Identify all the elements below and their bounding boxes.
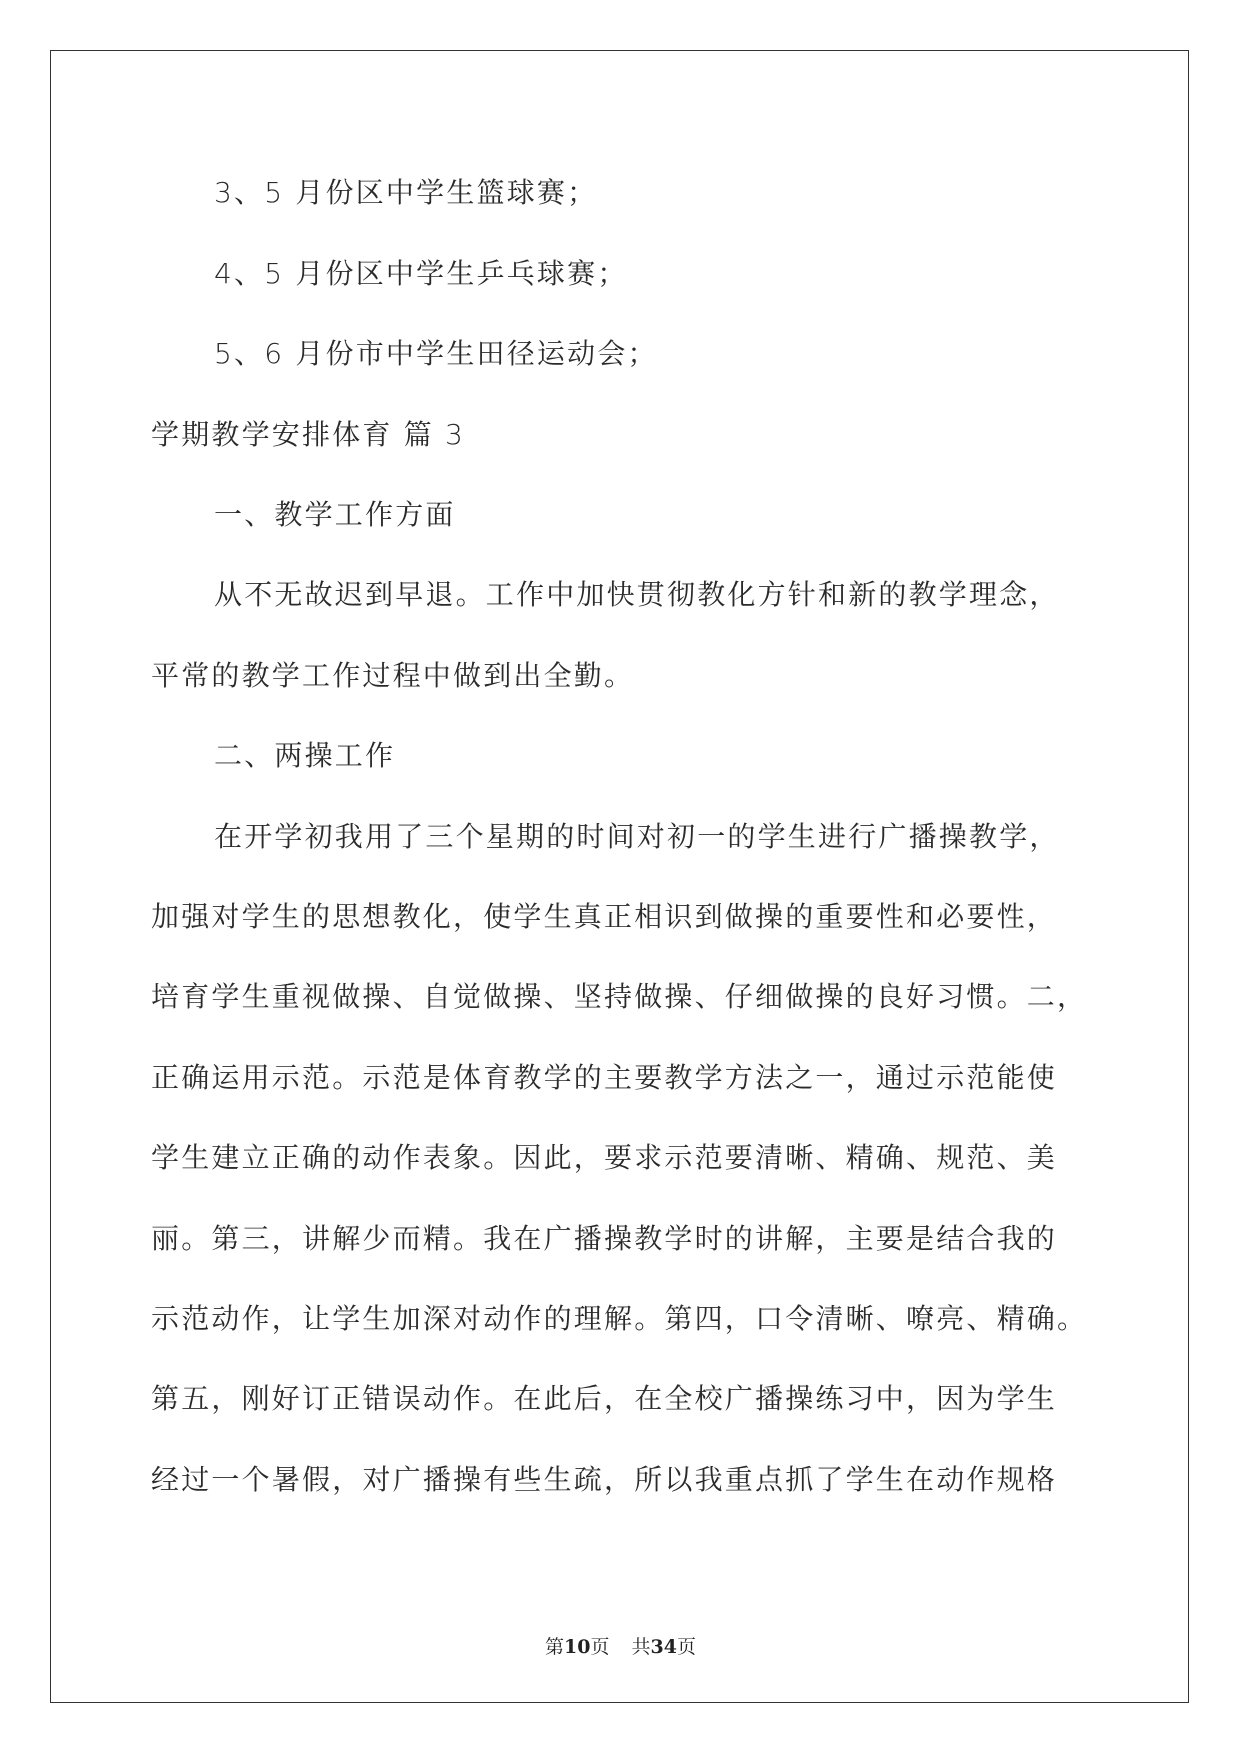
list-item: 5、6 月份市中学生田径运动会； <box>214 337 658 370</box>
page-number-prefix: 第 <box>545 1636 565 1658</box>
paragraph-line: 平常的教学工作过程中做到出全勤。 <box>151 659 635 692</box>
subsection-heading: 一、教学工作方面 <box>214 498 456 531</box>
list-item: 4、5 月份区中学生乒乓球赛； <box>214 257 628 290</box>
paragraph-line: 示范动作，让学生加深对动作的理解。第四，口令清晰、嘹亮、精确。 <box>151 1302 1088 1335</box>
subsection-heading: 二、两操工作 <box>214 739 396 772</box>
page-border <box>50 50 1189 1703</box>
paragraph-line: 丽。第三，讲解少而精。我在广播操教学时的讲解，主要是结合我的 <box>151 1222 1058 1255</box>
list-item: 3、5 月份区中学生篮球赛； <box>214 176 598 209</box>
page-number-suffix: 页 <box>590 1636 610 1658</box>
page-total-prefix: 共 <box>631 1636 651 1658</box>
paragraph-line: 加强对学生的思想教化，使学生真正相识到做操的重要性和必要性， <box>151 900 1058 933</box>
paragraph-line: 在开学初我用了三个星期的时间对初一的学生进行广播操教学， <box>214 820 1060 853</box>
page-total-suffix: 页 <box>676 1636 696 1658</box>
section-heading: 学期教学安排体育 篇 3 <box>151 418 466 451</box>
page-number-total: 34 <box>650 1636 677 1658</box>
page-number-current: 10 <box>564 1636 591 1658</box>
paragraph-line: 经过一个暑假，对广播操有些生疏，所以我重点抓了学生在动作规格 <box>151 1463 1058 1496</box>
paragraph-line: 学生建立正确的动作表象。因此，要求示范要清晰、精确、规范、美 <box>151 1141 1058 1174</box>
paragraph-line: 第五，刚好订正错误动作。在此后，在全校广播操练习中，因为学生 <box>151 1382 1058 1415</box>
paragraph-line: 正确运用示范。示范是体育教学的主要教学方法之一，通过示范能使 <box>151 1061 1058 1094</box>
paragraph-line: 从不无故迟到早退。工作中加快贯彻教化方针和新的教学理念， <box>214 578 1060 611</box>
page-footer <box>0 1632 1241 1659</box>
paragraph-line: 培育学生重视做操、自觉做操、坚持做操、仔细做操的良好习惯。二， <box>151 980 1088 1013</box>
